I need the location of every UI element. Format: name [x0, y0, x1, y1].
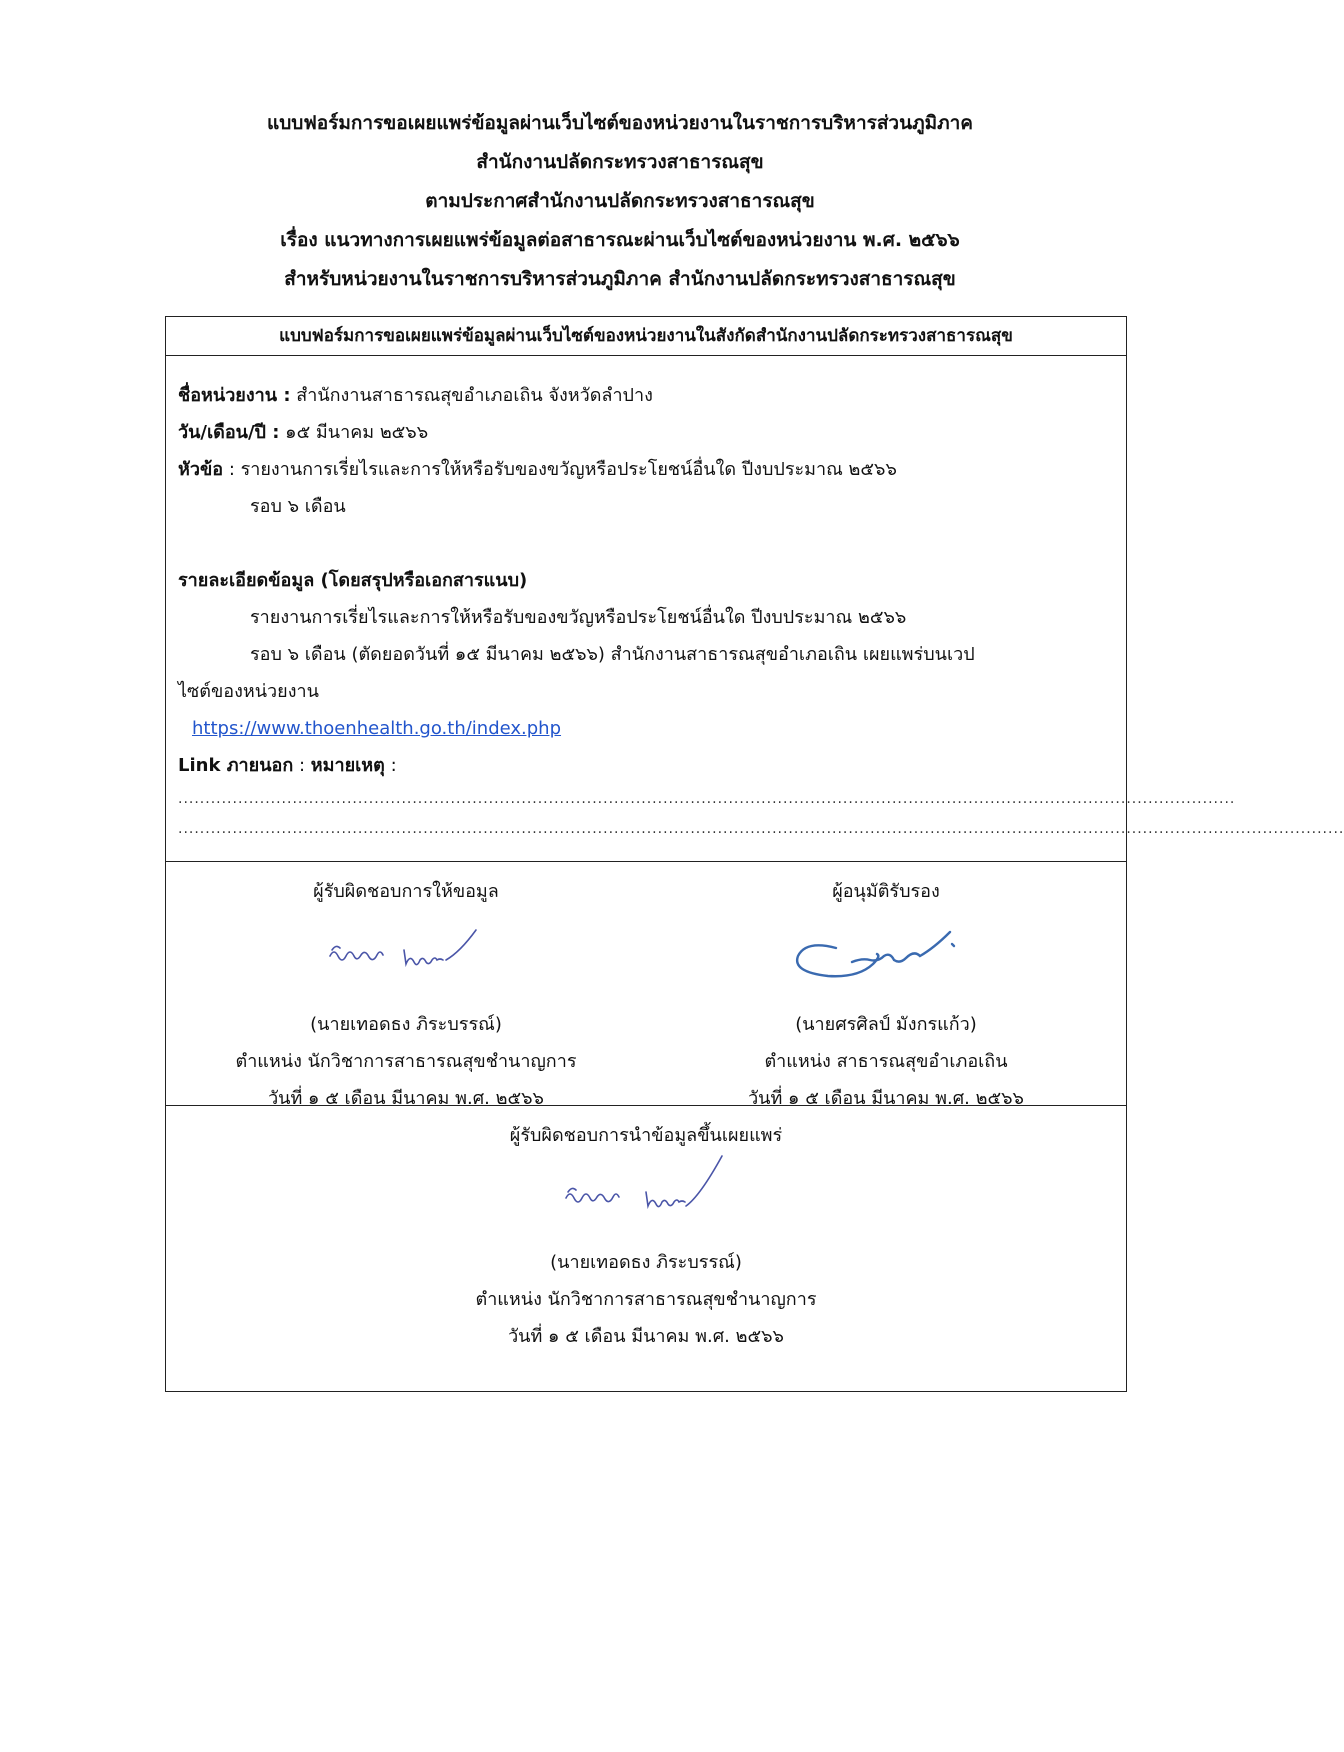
provider-position: ตำแหน่ง นักวิชาการสาธารณสุขชำนาญการ	[235, 1051, 577, 1072]
topic-label: หัวข้อ	[178, 459, 224, 480]
header-line-1: แบบฟอร์มการขอเผยแพร่ข้อมูลผ่านเว็บไซต์ของหน่วยงานในราชการบริหารส่วนภูมิภาค	[266, 112, 974, 134]
agency-label: ชื่อหน่วยงาน :	[178, 385, 291, 406]
approver-title: ผู้อนุมัติรับรอง	[832, 881, 940, 902]
topic-row	[178, 451, 1113, 488]
website-link[interactable]: https://www.thoenhealth.go.th/index.php	[192, 718, 562, 739]
date-row	[178, 414, 1113, 451]
link-row	[178, 710, 1113, 747]
note-dotted-line-1: ..................................................................................................................................................................................................	[178, 791, 1236, 807]
details-line-3: ไซต์ของหน่วยงาน	[178, 681, 319, 702]
form-title: แบบฟอร์มการขอเผยแพร่ข้อมูลผ่านเว็บไซต์ของหน่วยงานในสังกัดสำนักงานปลัดกระทรวงสาธารณสุข	[166, 317, 1126, 356]
header-line-5: สำหรับหน่วยงานในราชการบริหารส่วนภูมิภาค สำนักงานปลัดกระทรวงสาธารณสุข	[284, 268, 956, 290]
approver-date: วันที่ ๑ ๕ เดือน มีนาคม พ.ศ. ๒๕๖๖	[748, 1088, 1024, 1109]
approver-signature	[646, 910, 1126, 1006]
date-label: วัน/เดือน/ปี :	[178, 422, 280, 443]
form-info	[178, 377, 1344, 844]
details-line-1: รายงานการเรี่ยไรและการให้หรือรับของขวัญหรือประโยชน์อื่นใด ปีงบประมาณ ๒๕๖๖	[250, 607, 907, 628]
provider-date: วันที่ ๑ ๕ เดือน มีนาคม พ.ศ. ๒๕๖๖	[268, 1088, 544, 1109]
note-label: หมายเหตุ	[310, 755, 385, 776]
section-divider-1	[166, 861, 1126, 862]
external-link-row	[178, 747, 1113, 784]
approver-signature-block	[646, 873, 1126, 1117]
approver-position: ตำแหน่ง สาธารณสุขอำเภอเถิน	[764, 1051, 1008, 1072]
publisher-position: ตำแหน่ง นักวิชาการสาธารณสุขชำนาญการ	[475, 1289, 817, 1310]
spacer	[178, 525, 1113, 562]
publisher-date: วันที่ ๑ ๕ เดือน มีนาคม พ.ศ. ๒๕๖๖	[508, 1326, 784, 1347]
details-heading: รายละเอียดข้อมูล (โดยสรุปหรือเอกสารแนบ)	[178, 570, 528, 591]
topic-row-2: รอบ ๖ เดือน	[250, 496, 346, 517]
topic-value: : รายงานการเรี่ยไรและการให้หรือรับของขวัญหรือประโยชน์อื่นใด ปีงบประมาณ ๒๕๖๖	[223, 459, 897, 480]
header-line-2: สำนักงานปลัดกระทรวงสาธารณสุข	[476, 151, 764, 173]
publisher-signature-icon	[516, 1154, 776, 1234]
provider-signature-block	[166, 873, 646, 1117]
form-box	[165, 316, 1344, 1392]
publisher-name: (นายเทอดธง ภิระบรรณ์)	[550, 1252, 742, 1273]
agency-value: สำนักงานสาธารณสุขอำเภอเถิน จังหวัดลำปาง	[290, 385, 653, 406]
section-divider-2	[166, 1105, 1126, 1106]
approver-signature-icon	[756, 910, 1016, 1000]
date-value: ๑๕ มีนาคม ๒๕๖๖	[279, 422, 429, 443]
external-link-label: Link ภายนอก	[178, 755, 294, 776]
provider-signature-icon	[286, 910, 526, 990]
header-line-4: เรื่อง แนวทางการเผยแพร่ข้อมูลต่อสาธารณะผ่านเว็บไซต์ของหน่วยงาน พ.ศ. ๒๕๖๖	[280, 229, 960, 251]
provider-title: ผู้รับผิดชอบการให้ขอมูล	[313, 881, 499, 902]
details-line-2: รอบ ๖ เดือน (ตัดยอดวันที่ ๑๕ มีนาคม ๒๕๖๖) สำนักงานสาธารณสุขอำเภอเถิน เผยแพร่บนเวป	[250, 644, 975, 665]
document-header	[0, 104, 1240, 299]
provider-name: (นายเทอดธง ภิระบรรณ์)	[310, 1014, 502, 1035]
note-dotted-line-2: ......................................................................................................................................................................................................................	[178, 821, 1344, 837]
provider-signature	[166, 910, 646, 1006]
note-colon: :	[384, 755, 397, 776]
publisher-signature	[166, 1154, 1126, 1244]
publisher-title: ผู้รับผิดชอบการนำข้อมูลขึ้นเผยแพร่	[509, 1125, 783, 1146]
header-line-3: ตามประกาศสำนักงานปลัดกระทรวงสาธารณสุข	[425, 190, 815, 212]
approver-name: (นายศรศิลป์ มังกรแก้ว)	[795, 1014, 977, 1035]
agency-row	[178, 377, 1113, 414]
note-separator: :	[293, 755, 311, 776]
publisher-signature-block	[166, 1117, 1126, 1355]
